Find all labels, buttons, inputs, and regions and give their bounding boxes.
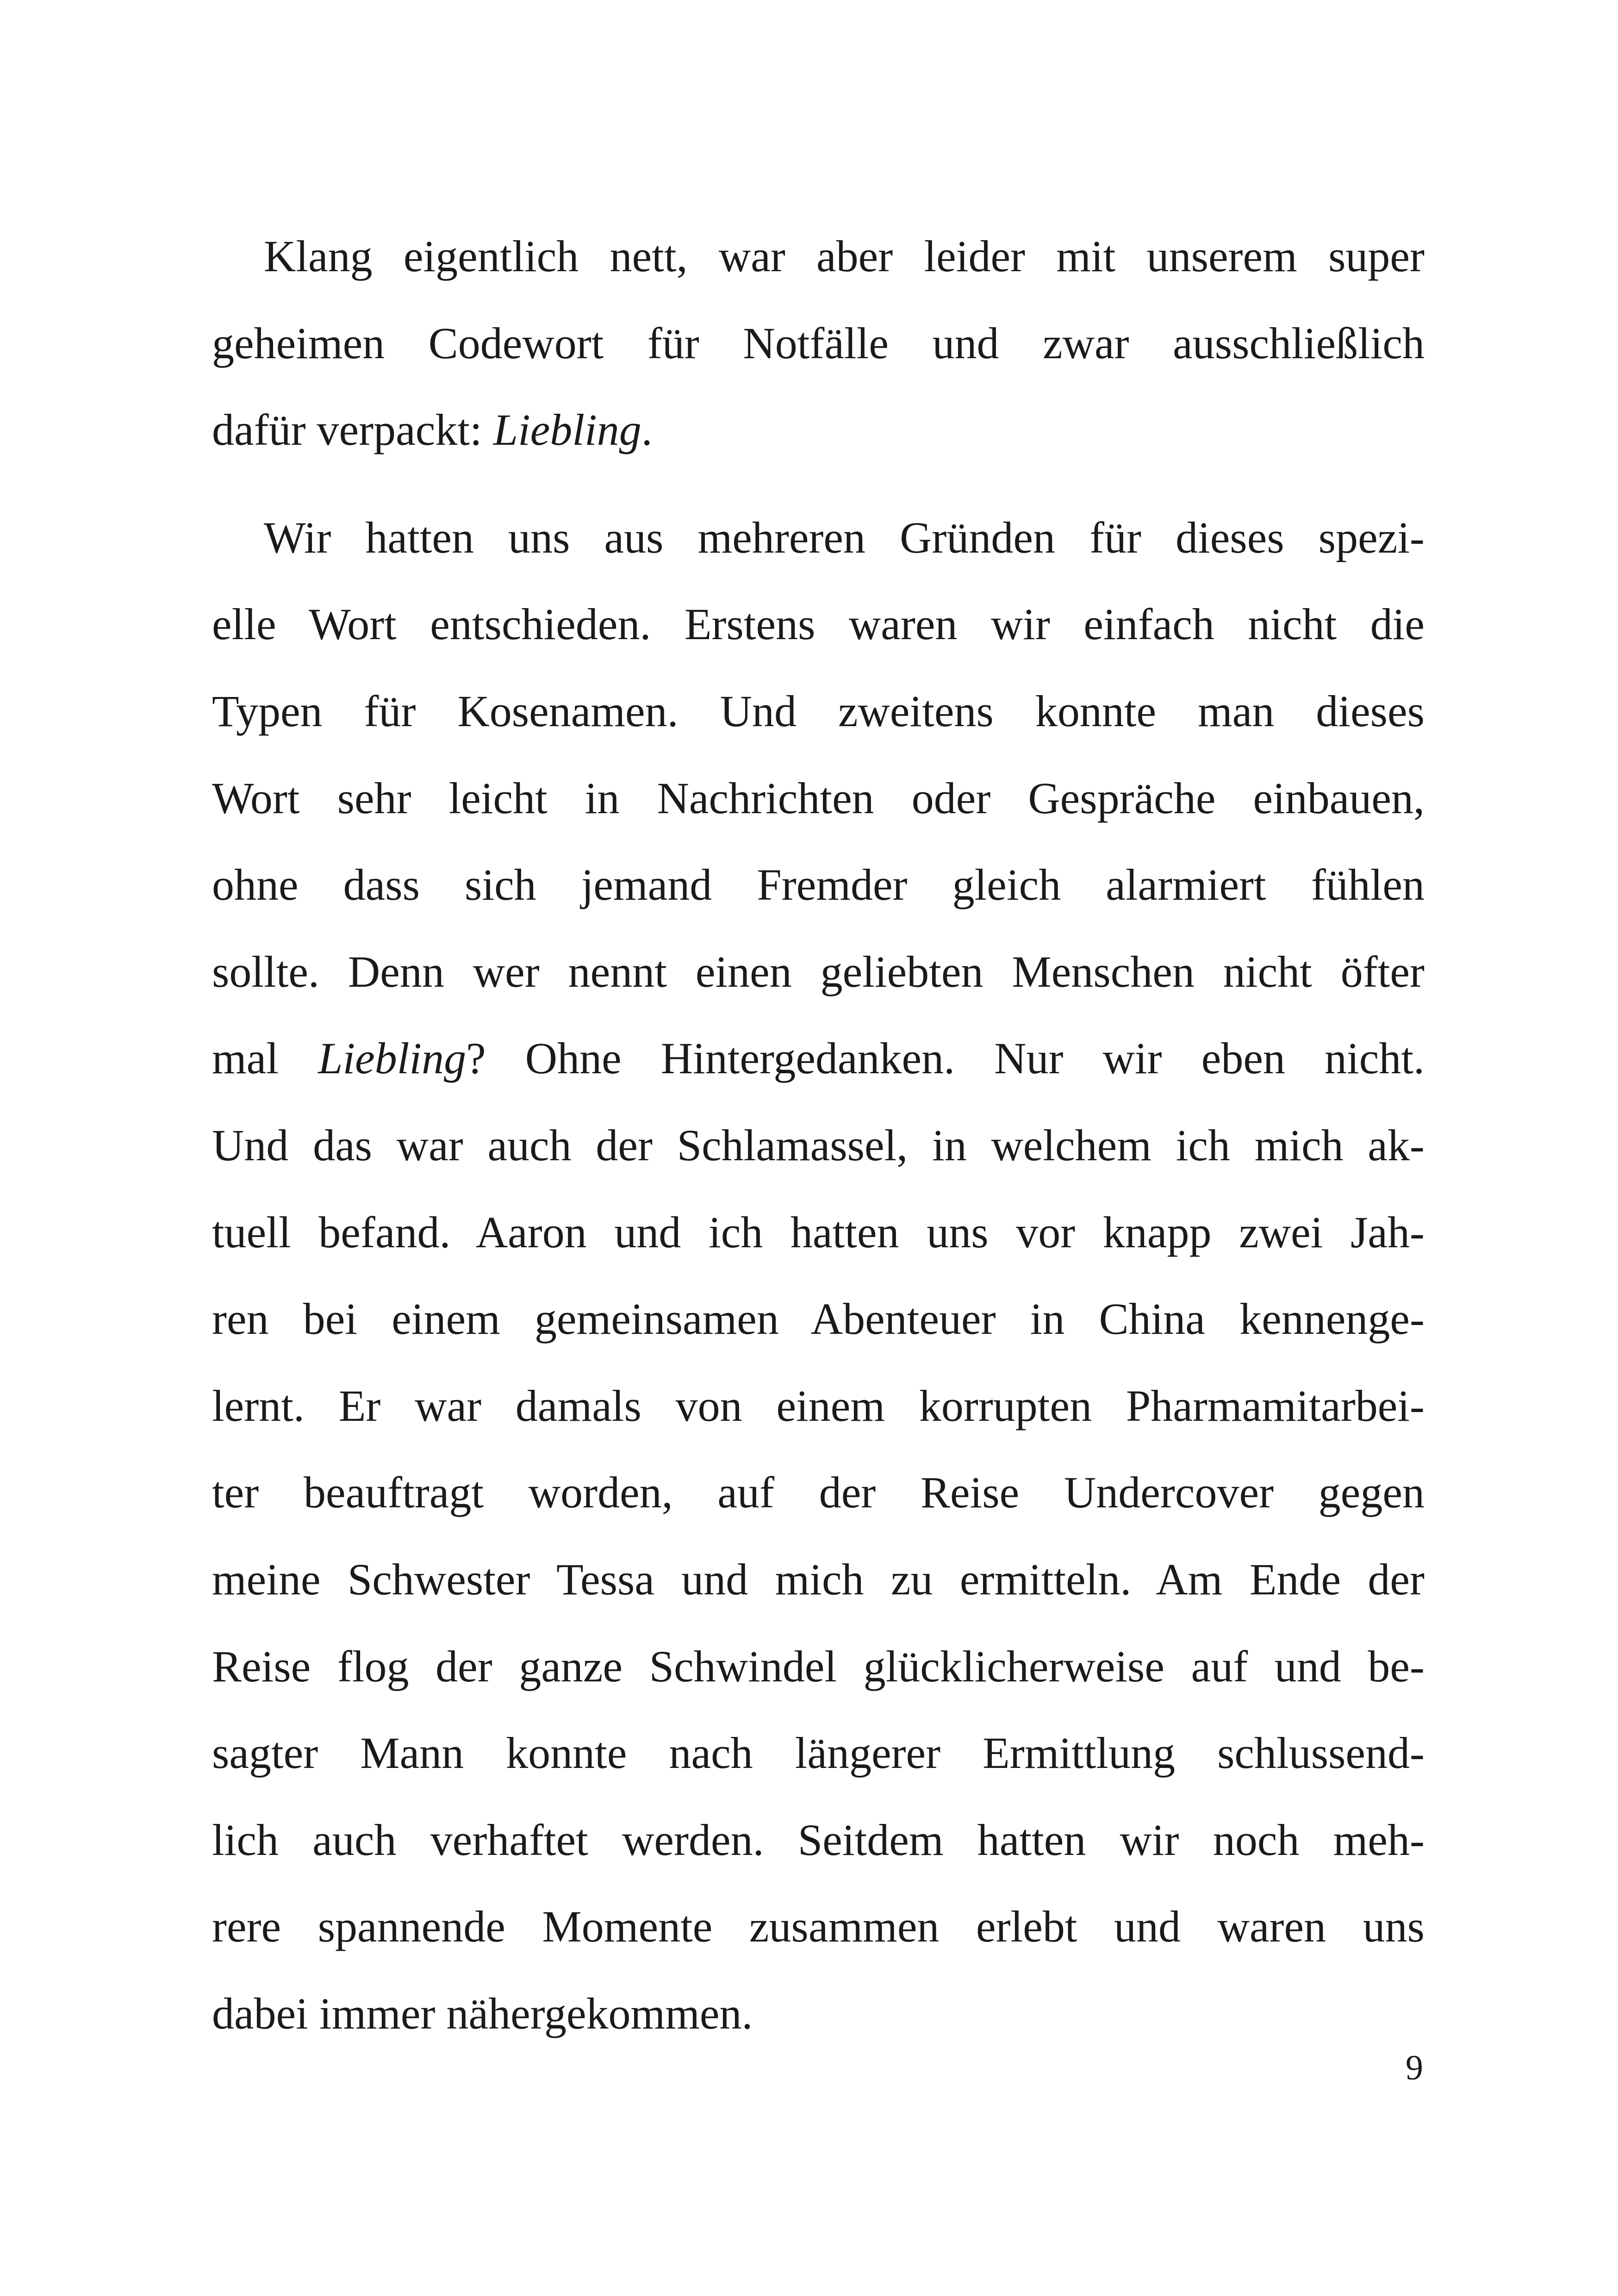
text-line: Typen für Kosenamen. Und zweitens konnte man dieses: [212, 686, 1425, 736]
text-run: mal: [212, 1033, 318, 1083]
text-line: Wir hatten uns aus mehreren Gründen für dieses spezi-: [264, 512, 1425, 562]
page-number: 9: [1406, 2048, 1423, 2087]
emphasis-text: Liebling: [493, 405, 641, 455]
text-line: [212, 386, 1425, 473]
paragraph-spacing: [212, 473, 1425, 494]
paragraph: [212, 494, 1425, 2057]
text-line: geheimen Codewort für Notfälle und zwar ausschließlich: [212, 318, 1425, 368]
text-line: Und das war auch der Schlamassel, in welchem ich mich ak-: [212, 1120, 1425, 1170]
text-run: .: [641, 405, 653, 455]
text-line: sagter Mann konnte nach längerer Ermittlung schlussend-: [212, 1728, 1425, 1778]
text-line: dabei immer nähergekommen.: [212, 1988, 753, 2038]
text-line: meine Schwester Tessa und mich zu ermitteln. Am Ende der: [212, 1554, 1425, 1604]
text-line: lernt. Er war damals von einem korrupten Pharmamitarbei-: [212, 1381, 1425, 1431]
body-text: [212, 213, 1425, 2057]
text-line: elle Wort entschieden. Erstens waren wir einfach nicht die: [212, 599, 1425, 649]
text-line: Wort sehr leicht in Nachrichten oder Gespräche einbauen,: [212, 773, 1425, 823]
text-run: dafür verpackt:: [212, 405, 493, 455]
text-line: [212, 1015, 1425, 1102]
emphasis-text: Liebling: [318, 1033, 467, 1083]
text-line: ren bei einem gemeinsamen Abenteuer in China kennenge-: [212, 1294, 1425, 1344]
text-line: Klang eigentlich nett, war aber leider mit unserem super: [264, 231, 1425, 281]
paragraph: [212, 213, 1425, 473]
text-line: ter beauftragt worden, auf der Reise Undercover gegen: [212, 1468, 1425, 1518]
text-run: ? Ohne Hintergedanken. Nur wir eben nicht.: [466, 1033, 1425, 1083]
text-line: sollte. Denn wer nennt einen geliebten Menschen nicht öfter: [212, 946, 1425, 996]
text-line: ohne dass sich jemand Fremder gleich alarmiert fühlen: [212, 860, 1425, 910]
text-line: Reise flog der ganze Schwindel glücklicherweise auf und be-: [212, 1641, 1425, 1691]
text-line: lich auch verhaftet werden. Seitdem hatten wir noch meh-: [212, 1815, 1425, 1865]
text-line: rere spannende Momente zusammen erlebt und waren uns: [212, 1902, 1425, 1952]
text-line: tuell befand. Aaron und ich hatten uns vor knapp zwei Jah-: [212, 1207, 1425, 1257]
